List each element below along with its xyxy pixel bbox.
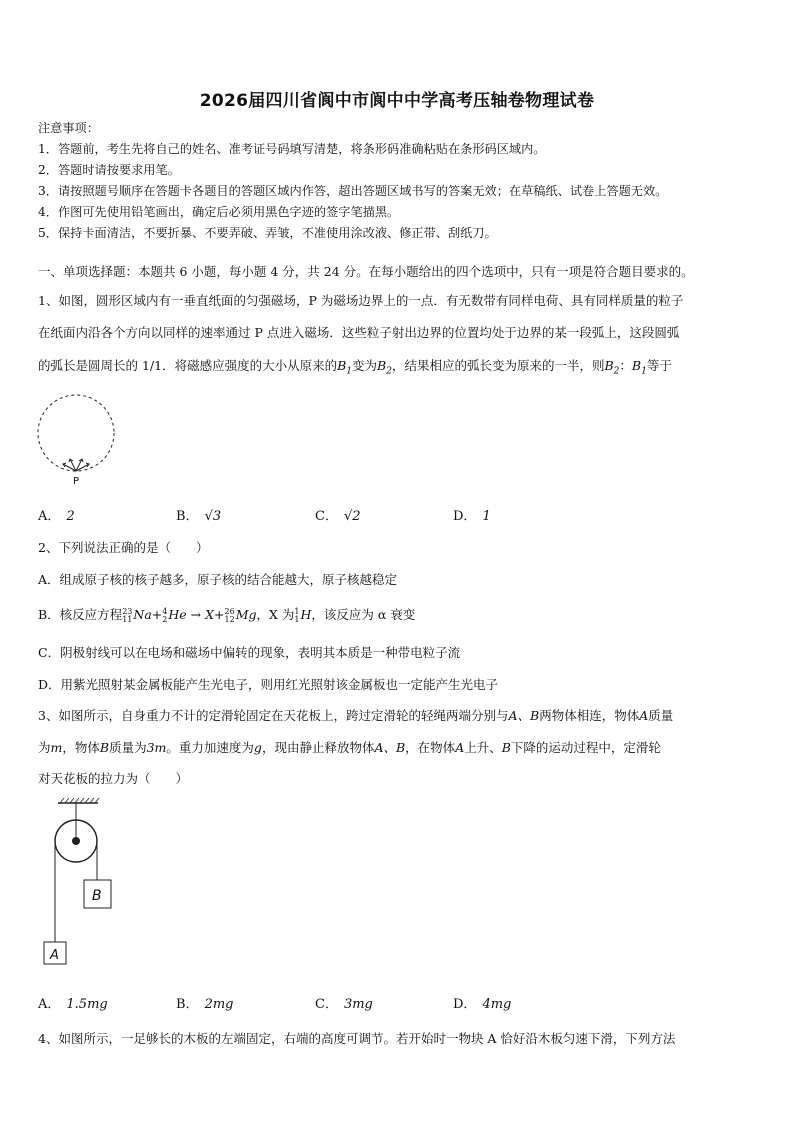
notice-item: 2．答题时请按要求用笔。 — [38, 163, 180, 177]
point-p-label: P — [73, 476, 80, 487]
section-heading: 一、单项选择题：本题共 6 小题，每小题 4 分，共 24 分。在每小题给出的四个选项中，只有一项是符合题目要求的。 — [38, 264, 694, 279]
q1-text: 等于 — [646, 358, 672, 373]
isotope-numbers: 26 12 — [224, 606, 235, 624]
notice-item: 1．答题前，考生先将自己的姓名、准考证号码填写清楚，将条形码准确粘贴在条形码区域内。 — [38, 142, 546, 156]
b2-symbol: $B_2$ — [377, 358, 392, 377]
q1-text: 的弧长是圆周长的 1/1．将磁感应强度的大小从原来的 — [38, 358, 338, 373]
q2-option-d: D．用紫光照射某金属板能产生光电子，则用红光照射该金属板也一定能产生光电子 — [38, 677, 499, 692]
pulley-axle — [72, 837, 80, 845]
notice-heading: 注意事项： — [38, 121, 99, 135]
q1-option-b: B． √3 — [176, 509, 222, 524]
q2-option-c: C．阴极射线可以在电场和磁场中偏转的现象，表明其本质是一种带电粒子流 — [38, 645, 461, 660]
q1-option-d: D． 1 — [453, 509, 491, 524]
q1-text: ，结果相应的弧长变为原来的一半，则 — [391, 358, 605, 373]
field-boundary-circle — [38, 395, 114, 471]
isotope-numbers: 1 1 — [294, 606, 300, 624]
q1-text: ： — [619, 358, 632, 373]
q2-stem: 2、下列说法正确的是（ ） — [38, 540, 209, 555]
isotope-numbers: 23 11 — [122, 606, 133, 624]
q1-option-a: A． 2 — [38, 509, 75, 524]
q2-option-a: A．组成原子核的核子越多，原子核的结合能越大，原子核越稳定 — [38, 572, 398, 587]
isotope-numbers: 4 2 — [162, 606, 168, 624]
q4-stem-line: 4、如图所示，一足够长的木板的左端固定，右端的高度可调节。若开始时一物块 A 恰好沿木板匀速下滑，下列方法 — [38, 1031, 676, 1046]
exam-title: 2026届四川省阆中市阆中中学高考压轴卷物理试卷 — [199, 91, 595, 111]
q1-stem-line: 1、如图，圆形区域内有一垂直纸面的匀强磁场，P 为磁场边界上的一点．有无数带有同样电荷、具有同样质量的粒子 — [38, 293, 684, 308]
notice-item: 4．作图可先使用铅笔画出，确定后必须用黑色字迹的签字笔描黑。 — [38, 205, 400, 219]
q1-text: 变为 — [352, 358, 378, 373]
b1-symbol: $B_1$ — [631, 358, 647, 377]
notice-item: 3．请按照题号顺序在答题卡各题目的答题区域内作答，超出答题区域书写的答案无效；在草稿纸、试卷上答题无效。 — [38, 184, 668, 198]
q1-stem-line: 在纸面内沿各个方向以同样的速率通过 P 点进入磁场．这些粒子射出边界的位置均处于边界的某一段弧上，这段圆弧 — [38, 325, 680, 340]
b1-symbol: $B_1$ — [337, 358, 353, 377]
notice-item: 5．保持卡面清洁，不要折暴、不要弄破、弄皱，不准使用涂改液、修正带、刮纸刀。 — [38, 226, 497, 240]
q3-stem-line: 为m，物体B质量为3m。重力加速度为g，现由静止释放物体A、B，在物体A上升、B下降的运动过程中，定滑轮 — [38, 740, 661, 755]
particle-velocity-arrows — [63, 459, 89, 471]
block-a-label: A — [50, 948, 59, 963]
magnetic-field-circle-figure — [30, 385, 130, 490]
q1-stem-line — [38, 357, 756, 381]
block-b-label: B — [92, 888, 102, 904]
b2-symbol: $B_2$ — [604, 358, 620, 377]
q1-option-c: C． √2 — [315, 509, 361, 524]
q3-stem-line: 对天花板的拉力为（ ） — [38, 771, 189, 786]
q3-option-a: A． 1.5mg — [38, 997, 108, 1012]
pulley-figure — [40, 797, 120, 969]
q3-option-b: B． 2mg — [176, 997, 234, 1012]
q3-stem-line: 3、如图所示，自身重力不计的定滑轮固定在天花板上，跨过定滑轮的轻绳两端分别与A、B两物体相连，物体A质量 — [38, 708, 674, 723]
q3-option-c: C． 3mg — [315, 997, 373, 1012]
q2-option-b: B．核反应方程 23 11 Na+ 4 2 He → X+ 26 12 Mg，X 为 1 1 H，该反应为 α 衰变 — [38, 606, 416, 624]
q3-option-d: D． 4mg — [453, 997, 512, 1012]
